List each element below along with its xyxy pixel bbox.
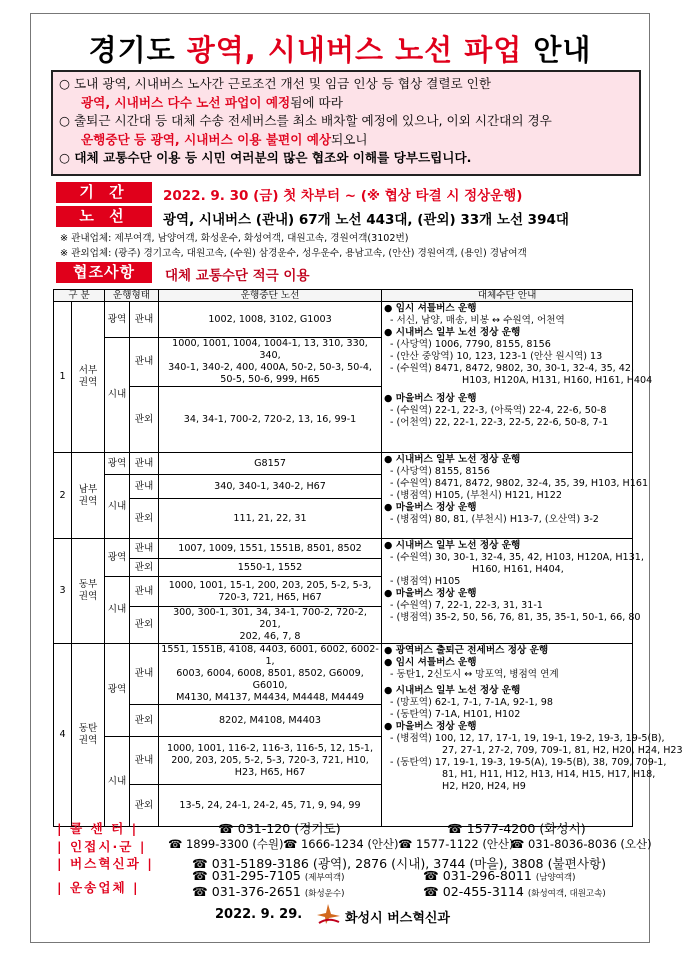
footer-dept: 화성시 버스혁신과 xyxy=(345,911,450,926)
routes-cell: 300, 300-1, 301, 34, 34-1, 700-2, 720-2, 201, 202, 46, 7, 8 xyxy=(159,607,382,644)
city-phone-2: ☎ 1666-1234 (안산) xyxy=(283,837,399,851)
sub-gwanoe: 관외 xyxy=(130,705,159,737)
region-name: 남부 권역 xyxy=(72,453,105,539)
inner-companies: ※ 관내업체: 제부여객, 남양여객, 화성운수, 화성여객, 대원고속, 경원여객(3102번) xyxy=(60,233,409,244)
type-gwangyeok: 광역 xyxy=(105,539,130,577)
dept-phone: ☎ 031-5189-3186 (광역), 2876 (시내), 3744 (마을), 3808 (불편사항) xyxy=(192,856,607,871)
operator-label: | 운송업체 | xyxy=(57,880,140,895)
sub-gwanoe: 관외 xyxy=(130,499,159,539)
route-table xyxy=(53,289,683,827)
sub-gwanoe: 관외 xyxy=(130,607,159,644)
callcenter-phone-2: ☎ 1577-4200 (화성시) xyxy=(447,821,586,836)
callcenter-label: | 콜 센 터 | xyxy=(57,821,139,836)
outer-companies: ※ 관외업체: (광주) 경기고속, 대원고속, (수원) 삼경운수, 성우운수, 용남고속, (안산) 경원여객, (용인) 경남여객 xyxy=(60,248,527,259)
region-name: 동부 권역 xyxy=(72,539,105,644)
header-type: 운행형태 xyxy=(105,290,159,302)
city-phone-1: ☎ 1899-3300 (수원) xyxy=(168,837,284,851)
alt-cell: ● 광역버스 출퇴근 전세버스 정상 운행 ● 임시 셔틀버스 운행 - 동탄1, 2신도시 ↔ 망포역, 병점역 연계 ● 시내버스 일부 노선 정상 운행 - (망포역) 62-1, 7-1, 7-1A, 92-1, 98 - (동탄역) 7-1A, H101, H102 ● 마을버스 정상 운행 - (병점역) 100, 12, 17, 17-1, 19, 19-1, 19-2, 19-3, 19-5(B), 27, 27-1, 27-2, 709, 709-1, 81, H2, H20, H24, H23 - (동탄역) 17, 19-1, 19-3, 19-5(A), 19-5(B), 38, 709, 709-1, 81, H1, H11, H12, H13, H14, H15, H17, H18, H2, H20, H24, H9 xyxy=(382,644,633,827)
type-sinae: 시내 xyxy=(105,737,130,827)
city-logo-icon xyxy=(315,903,341,925)
sub-gwanoe: 관외 xyxy=(130,785,159,827)
routes-cell: 1551, 1551B, 4108, 4403, 6001, 6002, 6002-1, 6003, 6004, 6008, 8501, 8502, G6009, G6010, M4130, M4137, M4434, M4448, M4449 xyxy=(159,644,382,705)
alt-cell: ● 시내버스 일부 노선 정상 운행 - (사당역) 8155, 8156 - (수원역) 8471, 8472, 9802, 32-4, 35, 39, H103, H161 - (병점역) H105, (부천시) H121, H122 ● 마을버스 정상 운행 - (병점역) 80, 81, (부천시) H13-7, (오산역) 3-2 xyxy=(382,453,633,539)
sub-gwannae: 관내 xyxy=(130,644,159,705)
operator-phone-4: ☎ 02-455-3114 (화성여객, 대원고속) xyxy=(423,884,606,899)
route-label: 노 선 xyxy=(56,206,152,227)
coop-label: 협조사항 xyxy=(56,262,152,283)
routes-cell: 1002, 1008, 3102, G1003 xyxy=(159,302,382,338)
alt-cell: ● 시내버스 일부 노선 정상 운행 - (수원역) 30, 30-1, 32-4, 35, 42, H103, H120A, H131, H160, H161, H404, - (병점역) H105 ● 마을버스 정상 운행 - (수원역) 7, 22-1, 22-3, 31, 31-1 - (병점역) 35-2, 50, 56, 76, 81, 35, 35-1, 50-1, 66, 80 xyxy=(382,539,633,644)
period-value: 2022. 9. 30 (금) 첫 차부터 ~ (※ 협상 타결 시 정상운행) xyxy=(163,188,523,204)
routes-cell: G8157 xyxy=(159,453,382,475)
city-phone-4: ☎ 031-8036-8036 (오산) xyxy=(510,837,652,851)
coop-value: 대체 교통수단 적극 이용 xyxy=(165,268,310,284)
period-label: 기 간 xyxy=(56,182,152,203)
routes-cell: 340, 340-1, 340-2, H67 xyxy=(159,475,382,499)
sub-gwannae: 관내 xyxy=(130,302,159,338)
type-sinae: 시내 xyxy=(105,338,130,453)
routes-cell: 111, 21, 22, 31 xyxy=(159,499,382,539)
routes-cell: 8202, M4108, M4403 xyxy=(159,705,382,737)
region-no: 4 xyxy=(54,644,72,827)
header-routes: 운행중단 노선 xyxy=(159,290,382,302)
routes-cell: 1000, 1001, 116-2, 116-3, 116-5, 12, 15-1, 200, 203, 205, 5-2, 5-3, 720-3, 721, H10, H23, H65, H67 xyxy=(159,737,382,785)
sub-gwannae: 관내 xyxy=(130,475,159,499)
route-value: 광역, 시내버스 (관내) 67개 노선 443대, (관외) 33개 노선 394대 xyxy=(163,212,569,228)
footer-date: 2022. 9. 29. xyxy=(215,907,303,922)
region-no: 3 xyxy=(54,539,72,644)
type-sinae: 시내 xyxy=(105,475,130,539)
routes-cell: 1000, 1001, 15-1, 200, 203, 205, 5-2, 5-3, 720-3, 721, H65, H67 xyxy=(159,577,382,607)
type-gwangyeok: 광역 xyxy=(105,453,130,475)
routes-cell: 1550-1, 1552 xyxy=(159,559,382,577)
sub-gwannae: 관내 xyxy=(130,338,159,387)
operator-phone-3: ☎ 031-376-2651 (화성운수) xyxy=(192,884,345,899)
sub-gwanoe: 관외 xyxy=(130,559,159,577)
operator-phone-2: ☎ 031-296-8011 (남양여객) xyxy=(423,868,576,883)
header-gubun: 구 분 xyxy=(54,290,105,302)
sub-gwannae: 관내 xyxy=(130,737,159,785)
sub-gwanoe: 관외 xyxy=(130,387,159,453)
region-name: 서부 권역 xyxy=(72,302,105,453)
sub-gwannae: 관내 xyxy=(130,453,159,475)
type-gwangyeok: 광역 xyxy=(105,302,130,338)
sub-gwannae: 관내 xyxy=(130,577,159,607)
region-no: 1 xyxy=(54,302,72,453)
alt-cell: ● 임시 셔틀버스 운행 - 서신, 남양, 매송, 비봉 ↔ 수원역, 어천역 ● 시내버스 일부 노선 정상 운행 - (사당역) 1006, 7790, 8155, 8156 - (안산 중앙역) 10, 123, 123-1 (안산 원시역) 13 - (수원역) 8471, 8472, 9802, 30, 30-1, 32-4, 35, 42, H103, H120A, H131, H160, H161, H404 ● 마을버스 정상 운행 - (수원역) 22-1, 22-3, (아룩역) 22-4, 22-6, 50-8 - (어천역) 22, 22-1, 22-3, 22-5, 22-6, 50-8, 7-1 xyxy=(382,302,633,453)
city-label: | 인접시·군 | xyxy=(57,839,147,854)
routes-cell: 13-5, 24, 24-1, 24-2, 45, 71, 9, 94, 99 xyxy=(159,785,382,827)
routes-cell: 1000, 1001, 1004, 1004-1, 13, 310, 330, 340, 340-1, 340-2, 400, 400A, 50-2, 50-3, 50-4, 50-5, 50-6, 999, H65 xyxy=(159,338,382,387)
sub-gwannae: 관내 xyxy=(130,539,159,559)
routes-cell: 1007, 1009, 1551, 1551B, 8501, 8502 xyxy=(159,539,382,559)
header-alt: 대체수단 안내 xyxy=(382,290,633,302)
dept-label: | 버스혁신과 | xyxy=(57,856,154,871)
notice-box: ○ 도내 광역, 시내버스 노사간 근로조건 개선 및 임금 인상 등 협상 결렬로 인한 광역, 시내버스 다수 노선 파업이 예정됨에 따라 ○ 출퇴근 시간대 등 대체 수송 전세버스를 최소 배차할 예정에 있으나, 이외 시간대의 경우 운행중단 등 광역, 시내버스 이용 불편이 예상되오니 ○ 대체 교통수단 이용 등 시민 여러분의 많은 협조와 이해를 당부드립니다. xyxy=(51,70,641,176)
type-sinae: 시내 xyxy=(105,577,130,644)
region-no: 2 xyxy=(54,453,72,539)
callcenter-phone-1: ☎ 031-120 (경기도) xyxy=(218,821,341,836)
city-phone-3: ☎ 1577-1122 (안산) xyxy=(398,837,514,851)
page-title: 경기도 광역, 시내버스 노선 파업 안내 xyxy=(88,33,592,67)
operator-phone-1: ☎ 031-295-7105 (제부여객) xyxy=(192,868,345,883)
routes-cell: 34, 34-1, 700-2, 720-2, 13, 16, 99-1 xyxy=(159,387,382,453)
region-name: 동탄 권역 xyxy=(72,644,105,827)
type-gwangyeok: 광역 xyxy=(105,644,130,737)
